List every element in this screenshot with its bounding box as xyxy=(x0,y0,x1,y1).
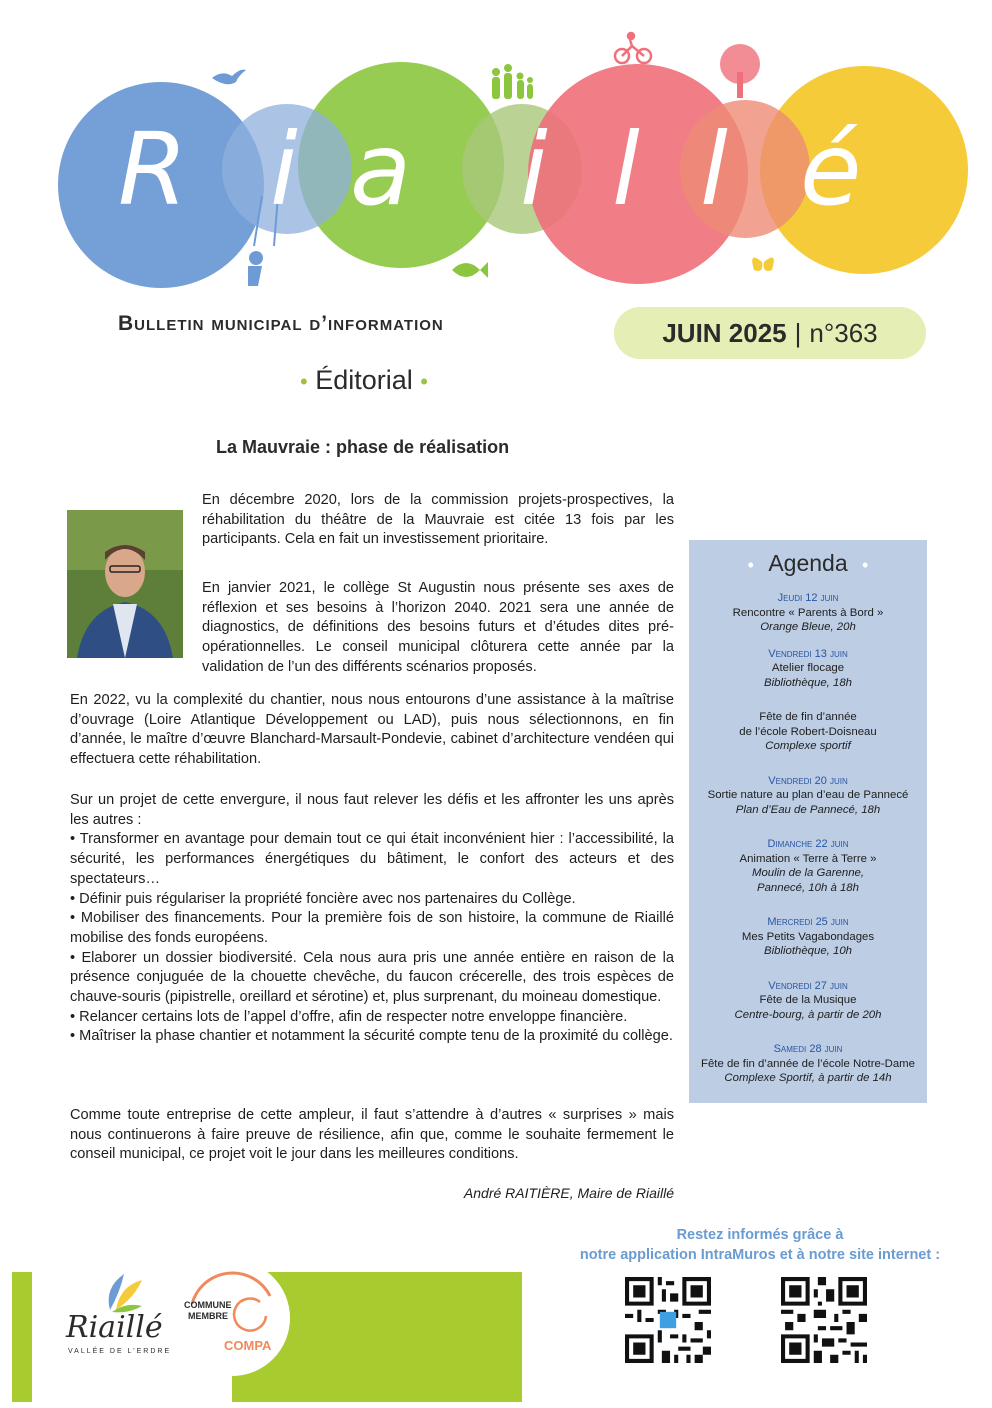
agenda-event xyxy=(689,591,927,635)
article-paragraph-4 xyxy=(70,791,674,1047)
event-day: Vendredi 13 juin xyxy=(768,647,848,660)
event-day: Vendredi 27 juin xyxy=(768,979,848,992)
tree-icon xyxy=(720,44,760,98)
agenda-event xyxy=(689,915,927,959)
section-dot-right: • xyxy=(420,369,428,394)
agenda-panel xyxy=(689,540,927,1103)
agenda-event xyxy=(689,647,927,691)
article-headline: La Mauvraie : phase de réalisation xyxy=(216,437,510,457)
event-day: Jeudi 12 juin xyxy=(777,592,839,604)
title-letter-7: é xyxy=(800,111,862,228)
article-list-intro: Sur un projet de cette envergure, il nous faut relever les défis et les affronter les uns après les autres : xyxy=(70,792,674,828)
event-title-line-2: de l’école Robert-Doisneau xyxy=(739,725,877,738)
article-paragraph-3: En 2022, vu la complexité du chantier, nous nous entourons d’une assistance à la maîtrise d’ouvrage (Loire Atlantique Développement ou LAD), puis nous sélectionnons, en fin d’année, le maître d’œuvre Blanchard-Marsault-Pondevie, cabinet d’architecture vendéen qui effectuera cette réhabilitation. xyxy=(70,692,674,768)
footer-info-text xyxy=(560,1225,960,1265)
riaille-logo-icon xyxy=(90,1270,150,1314)
event-title: Rencontre « Parents à Bord » xyxy=(732,606,884,619)
section-label: Éditorial xyxy=(315,365,413,395)
agenda-event xyxy=(689,774,927,818)
agenda-dot-right: • xyxy=(862,555,869,575)
compa-badge-line-1: COMMUNE xyxy=(184,1300,232,1310)
agenda-dot-left: • xyxy=(747,555,754,575)
event-place: Bibliothèque, 10h xyxy=(763,945,853,957)
event-place-line-2: Pannecé, 10h à 18h xyxy=(757,881,859,894)
event-title: Mes Petits Vagabondages xyxy=(741,930,875,943)
article-bullet-6: • Maîtriser la phase chantier et notamment la sécurité compte tenu de la proximité du collège. xyxy=(70,1028,673,1045)
event-place: Complexe Sportif, à partir de 14h xyxy=(724,1072,892,1084)
event-place: Complexe sportif xyxy=(765,740,851,752)
event-day: Vendredi 20 juin xyxy=(768,774,848,787)
agenda-event xyxy=(689,979,927,1023)
footer-info-line-2: notre application IntraMuros et à notre site internet : xyxy=(579,1247,941,1263)
event-title: Sortie nature au plan d’eau de Pannecé xyxy=(707,789,909,801)
agenda-event xyxy=(689,837,927,895)
intramuros-qr-code[interactable] xyxy=(625,1277,711,1363)
issue-date-pill xyxy=(614,307,926,359)
event-title: Fête de fin d’année de l’école Notre-Dame xyxy=(700,1057,915,1070)
riaille-logo-tagline: VALLÉE DE L’ERDRE xyxy=(68,1348,172,1355)
section-dot-left: • xyxy=(300,369,308,394)
agenda-title xyxy=(689,550,927,577)
title-letter-5: l xyxy=(612,111,640,228)
article-signature: André RAITIÈRE, Maire de Riaillé xyxy=(463,1185,674,1201)
mayor-photo xyxy=(67,510,183,658)
article-bullet-5: • Relancer certains lots de l’appel d’offre, afin de respecter notre enveloppe financière. xyxy=(70,1008,628,1025)
article-paragraph-5: Comme toute entreprise de cette ampleur, il faut s’attendre à d’autres « surprises » mais nous continuerons à faire preuve de résilience, afin que, comme le souhaite fermement le conseil municipal, ce projet voit le jour dans les meilleures conditions. xyxy=(70,1107,674,1163)
compa-name: COMPA xyxy=(224,1338,272,1353)
website-qr-code[interactable] xyxy=(781,1277,867,1363)
event-title: Fête de la Musique xyxy=(759,994,857,1006)
event-place: Plan d’Eau de Pannecé, 18h xyxy=(735,803,881,816)
agenda-event xyxy=(689,1042,927,1086)
compa-badge xyxy=(174,1260,290,1376)
issue-separator: | xyxy=(794,317,802,348)
agenda-event xyxy=(689,710,927,754)
event-day: Dimanche 22 juin xyxy=(767,838,849,850)
article-bullet-4: • Elaborer un dossier biodiversité. Cela nous aura pris une année entière en raison de la présence conjuguée de la chouette chevêche, du faucon crécerelle, des trois espèces de chauve-souris (pipistrelle, oreillard et sérotine) et, plus surprenant, du moineau domestique. xyxy=(70,949,674,1006)
butterfly-icon xyxy=(752,258,774,272)
riaille-logo-text: Riaillé xyxy=(66,1310,163,1345)
bulletin-subtitle: Bulletin municipal d’information xyxy=(118,312,444,335)
agenda-title-text: Agenda xyxy=(768,550,848,576)
article-bullet-3: • Mobiliser des financements. Pour la première fois de son histoire, la commune de Riaillé mobilise des fonds européens. xyxy=(70,910,674,946)
section-title xyxy=(300,365,428,396)
title-letter-4: i xyxy=(520,111,548,228)
event-place: Orange Bleue, 20h xyxy=(760,621,856,633)
bird-icon xyxy=(212,70,246,85)
event-title: Animation « Terre à Terre » xyxy=(739,852,877,865)
title-letter-6: l xyxy=(700,111,728,228)
article-bullet-2: • Définir puis régulariser la propriété foncière avec nos partenaires du Collège. xyxy=(70,890,576,907)
issue-month: JUIN 2025 xyxy=(662,317,787,348)
bicycle-icon xyxy=(615,33,651,63)
event-title: Fête de fin d’année xyxy=(759,711,857,723)
event-day: Samedi 28 juin xyxy=(773,1043,843,1055)
footer-info-line-1: Restez informés grâce à xyxy=(676,1227,844,1243)
compa-badge-line-2: MEMBRE xyxy=(188,1311,228,1321)
family-icon xyxy=(492,64,533,99)
event-day: Mercredi 25 juin xyxy=(767,916,849,928)
title-letter-3: a xyxy=(350,111,412,228)
article-paragraph-1: En décembre 2020, lors de la commission projets-prospectives, la réhabilitation du théâtre de la Mauvraie est citée 13 fois par les participants. Cela en fait un investissement prioritaire. xyxy=(202,492,674,548)
event-place: Bibliothèque, 18h xyxy=(763,676,853,689)
title-letter-2: i xyxy=(270,111,298,228)
event-place: Centre-bourg, à partir de 20h xyxy=(734,1008,882,1021)
issue-number: n°363 xyxy=(809,317,878,348)
title-letter-1: R xyxy=(118,111,188,228)
article-paragraph-2: En janvier 2021, le collège St Augustin nous présente ses axes de réflexion et ses besoins à l’horizon 2040. 2021 sera une année de diagnostics, de définitions des besoins futurs et d’études dites pré-opérationnelles. Le conseil municipal clôturera cette année par la validation de l’un des différents scénarios proposés. xyxy=(202,580,674,675)
event-place: Moulin de la Garenne, xyxy=(751,867,865,879)
event-title: Atelier flocage xyxy=(771,662,845,674)
fish-icon xyxy=(452,262,488,278)
article-bullet-1: • Transformer en avantage pour demain tout ce qui était inconvénient hier : l’accessibilité, la sécurité, les performances énergétiques du bâtiment, le confort des acteurs et des spectateurs… xyxy=(70,831,674,887)
